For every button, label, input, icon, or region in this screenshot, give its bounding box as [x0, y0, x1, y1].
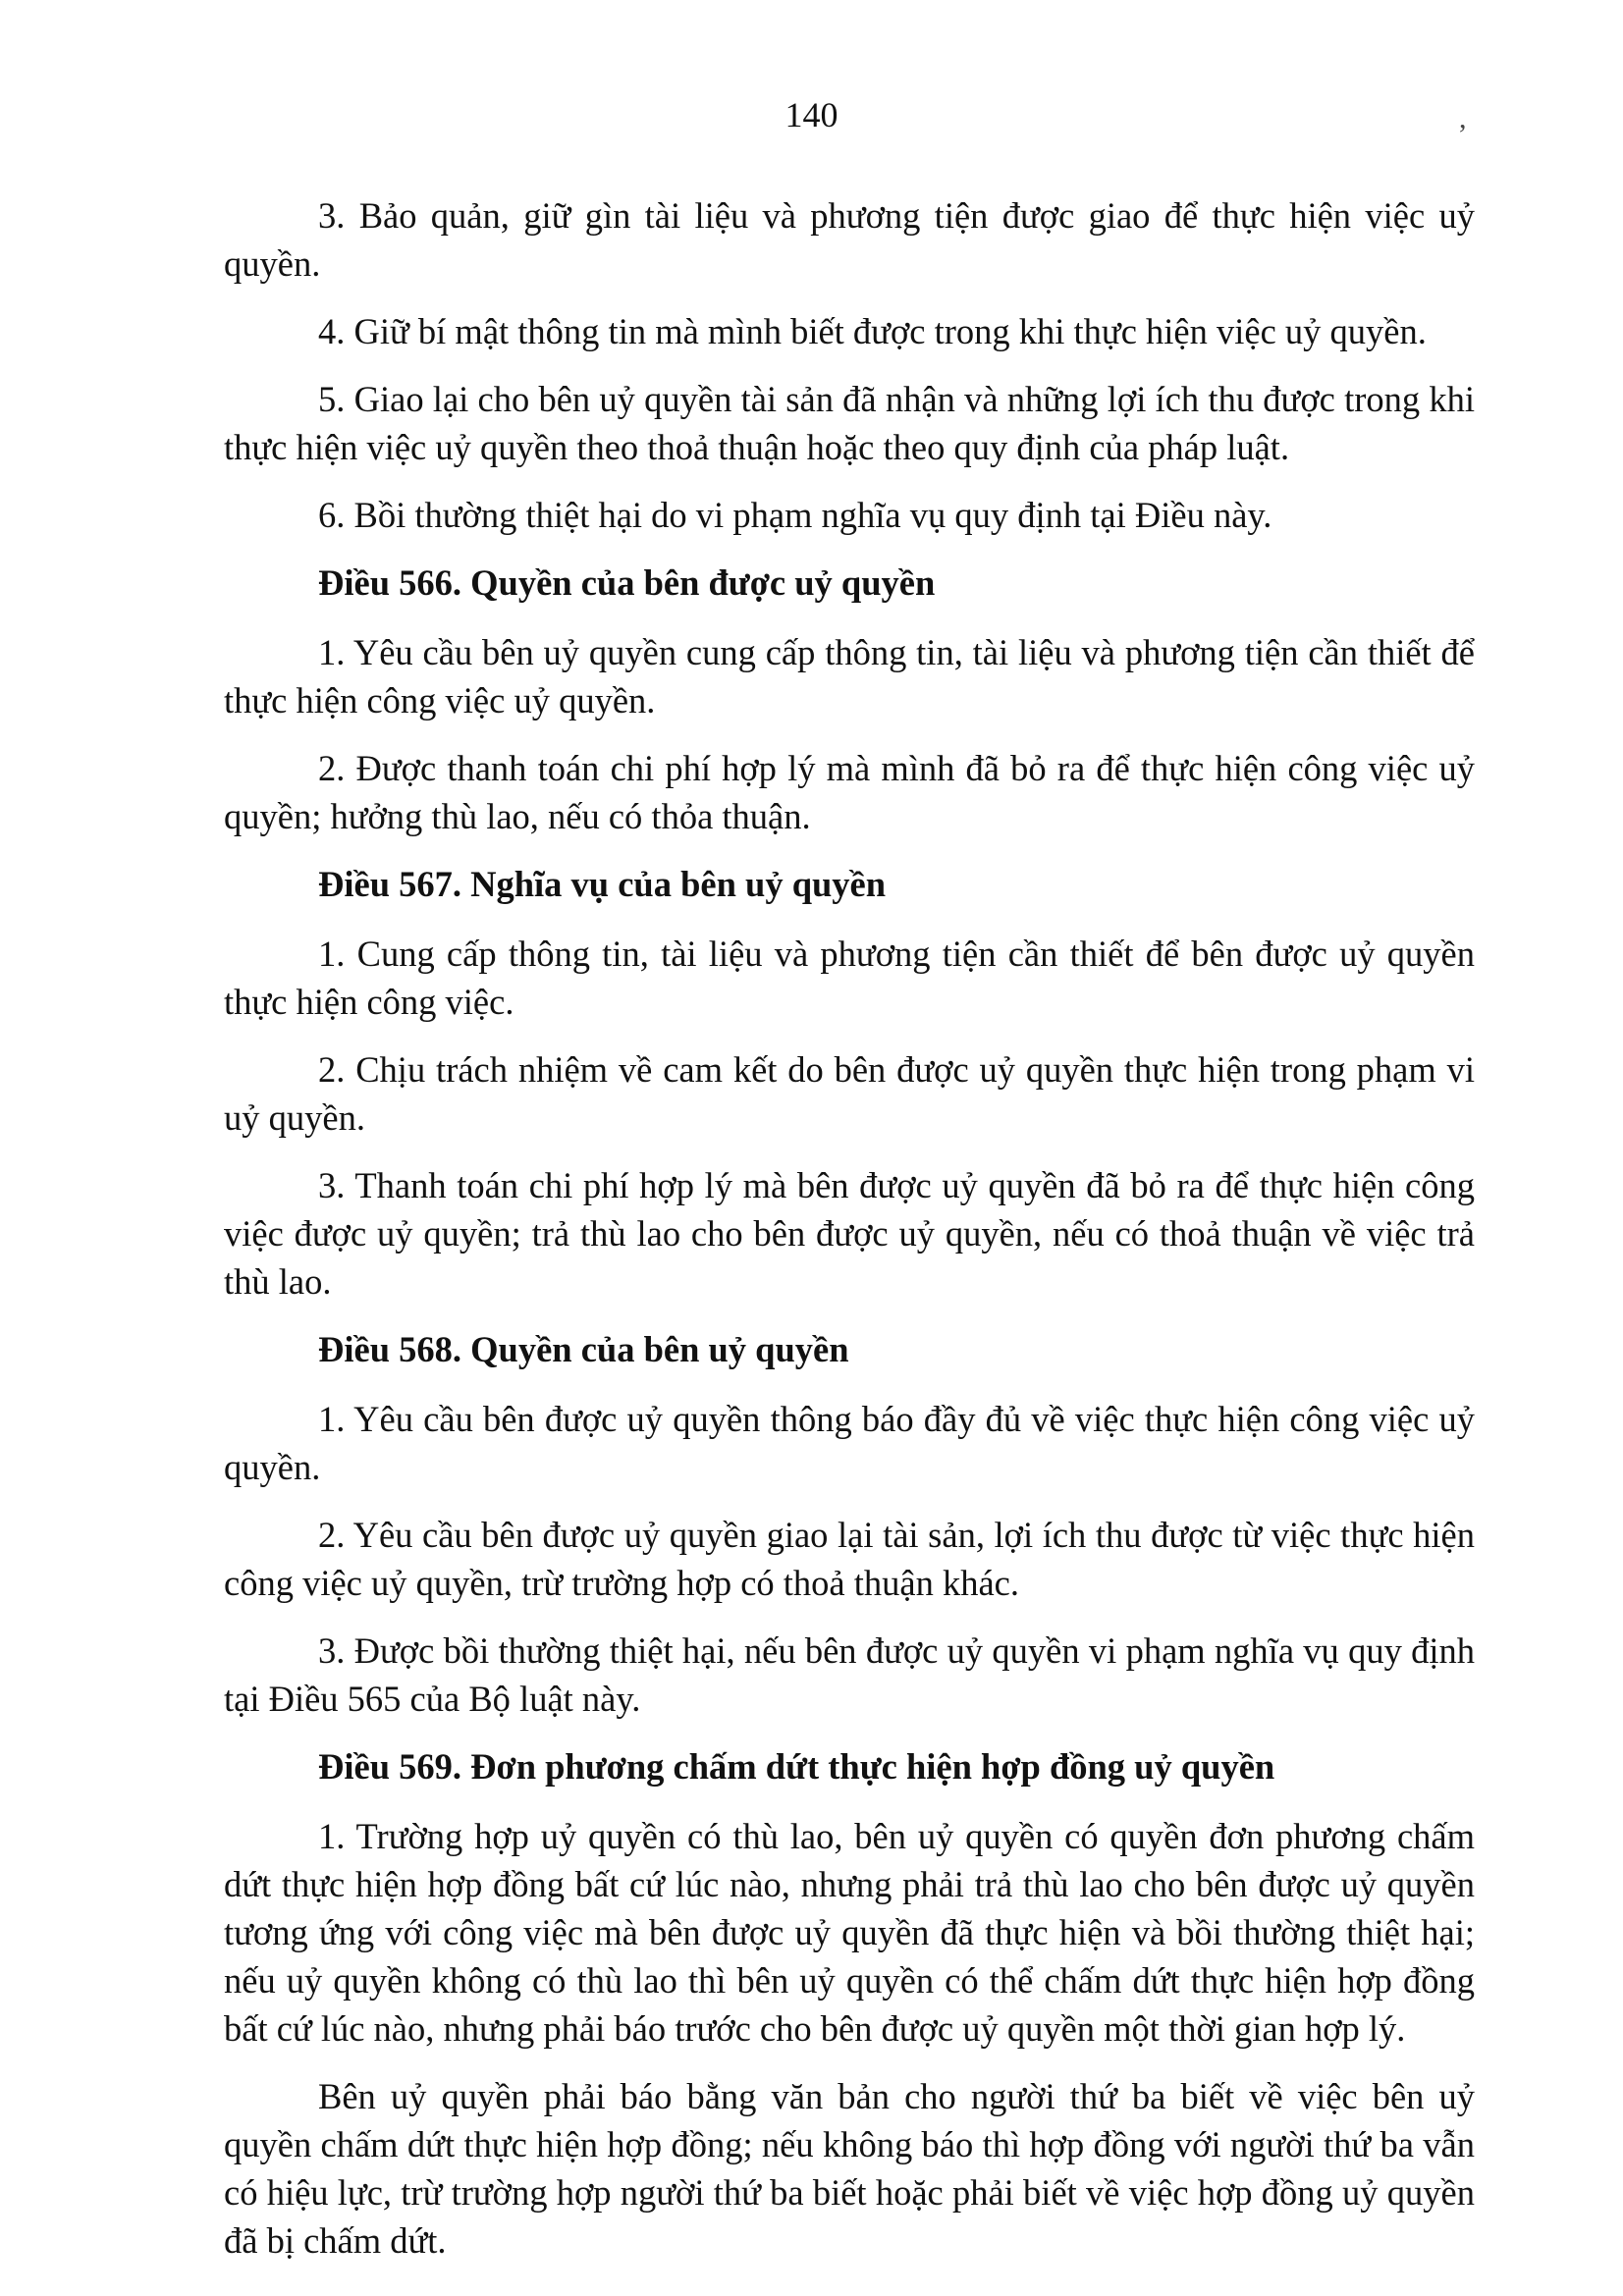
article-568-item-2: 2. Yêu cầu bên được uỷ quyền giao lại tài sản, lợi ích thu được từ việc thực hiện công việc uỷ quyền, trừ trường hợp có thoả thuận khác. — [224, 1515, 1475, 1603]
page-number: 140 — [784, 95, 839, 134]
article-568-heading: Điều 568. Quyền của bên uỷ quyền — [318, 1329, 849, 1369]
clause-565-item-3: 3. Bảo quản, giữ gìn tài liệu và phương tiện được giao để thực hiện việc uỷ quyền. — [224, 195, 1475, 284]
scan-mark: , — [1459, 102, 1467, 134]
clause-565-item-5: 5. Giao lại cho bên uỷ quyền tài sản đã nhận và những lợi ích thu được trong khi thực hiện việc uỷ quyền theo thoả thuận hoặc theo quy định của pháp luật. — [224, 379, 1475, 467]
article-568-item-1: 1. Yêu cầu bên được uỷ quyền thông báo đầy đủ về việc thực hiện công việc uỷ quyền. — [224, 1399, 1475, 1487]
article-569-paragraph-2: Bên uỷ quyền phải báo bằng văn bản cho người thứ ba biết về việc bên uỷ quyền chấm dứt thực hiện hợp đồng; nếu không báo thì hợp đồng với người thứ ba vẫn có hiệu lực, trừ trường hợp người thứ ba biết hoặc phải biết về việc hợp đồng uỷ quyền đã bị chấm dứt. — [224, 2076, 1475, 2261]
article-567-heading: Điều 567. Nghĩa vụ của bên uỷ quyền — [318, 864, 887, 904]
article-567-item-2: 2. Chịu trách nhiệm về cam kết do bên được uỷ quyền thực hiện trong phạm vi uỷ quyền. — [224, 1049, 1475, 1138]
clause-565-item-6: 6. Bồi thường thiệt hại do vi phạm nghĩa vụ quy định tại Điều này. — [318, 495, 1272, 535]
article-569-heading: Điều 569. Đơn phương chấm dứt thực hiện hợp đồng uỷ quyền — [318, 1746, 1275, 1787]
article-566-item-2: 2. Được thanh toán chi phí hợp lý mà mình đã bỏ ra để thực hiện công việc uỷ quyền; hưởng thù lao, nếu có thỏa thuận. — [224, 748, 1475, 836]
article-567-item-1: 1. Cung cấp thông tin, tài liệu và phương tiện cần thiết để bên được uỷ quyền thực hiện công việc. — [224, 934, 1475, 1022]
article-566-item-1: 1. Yêu cầu bên uỷ quyền cung cấp thông tin, tài liệu và phương tiện cần thiết để thực hiện công việc uỷ quyền. — [224, 632, 1475, 721]
article-567-item-3: 3. Thanh toán chi phí hợp lý mà bên được uỷ quyền đã bỏ ra để thực hiện công việc được uỷ quyền; trả thù lao cho bên được uỷ quyền, nếu có thoả thuận về việc trả thù lao. — [224, 1165, 1475, 1302]
article-569-item-1: 1. Trường hợp uỷ quyền có thù lao, bên uỷ quyền có quyền đơn phương chấm dứt thực hiện hợp đồng bất cứ lúc nào, nhưng phải trả thù lao cho bên được uỷ quyền tương ứng với công việc mà bên được uỷ quyền đã thực hiện và bồi thường thiệt hại; nếu uỷ quyền không có thù lao thì bên uỷ quyền có thể chấm dứt thực hiện hợp đồng bất cứ lúc nào, nhưng phải báo trước cho bên được uỷ quyền một thời gian hợp lý. — [224, 1816, 1475, 2049]
document-body — [224, 191, 1475, 2284]
article-568-item-3: 3. Được bồi thường thiệt hại, nếu bên được uỷ quyền vi phạm nghĩa vụ quy định tại Điều 565 của Bộ luật này. — [224, 1630, 1475, 1719]
article-566-heading: Điều 566. Quyền của bên được uỷ quyền — [318, 562, 936, 603]
clause-565-item-4: 4. Giữ bí mật thông tin mà mình biết được trong khi thực hiện việc uỷ quyền. — [318, 311, 1427, 351]
